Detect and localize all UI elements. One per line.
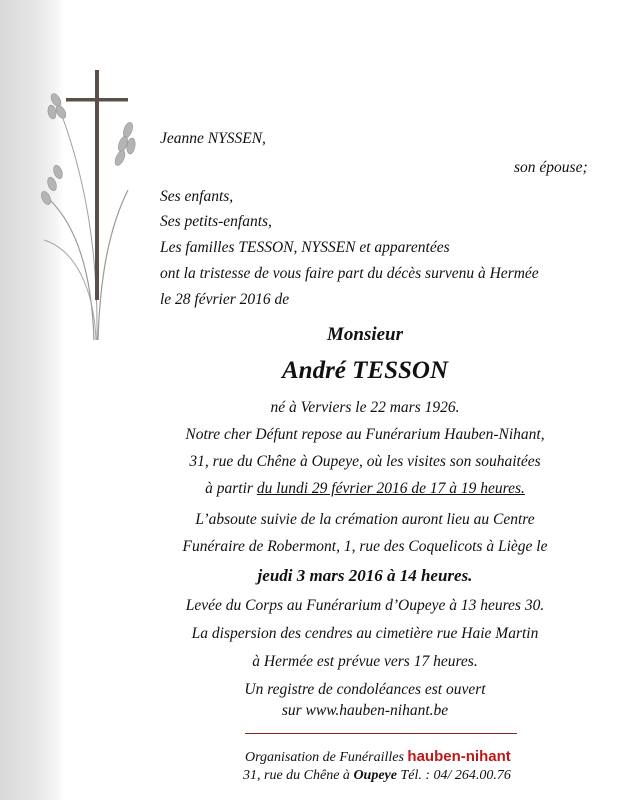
deceased-title: Monsieur: [326, 324, 404, 345]
deceased-name: André TESSON: [281, 357, 448, 384]
visitation-period: du lundi 29 février 2016 de 17 à 19 heures.: [256, 480, 525, 497]
visitation-line-1: Notre cher Défunt repose au Funérarium Hauben-Nihant,: [185, 426, 545, 443]
footer-address: [243, 768, 511, 784]
visitation-prefix: à partir: [205, 480, 257, 497]
sadness-line: ont la tristesse de vous faire part du décès survenu à Hermée: [160, 265, 539, 282]
visitation-line-3: [150, 479, 580, 499]
brand-logo: hauben-nihant: [407, 748, 511, 765]
cross-wheat-icon: [28, 60, 138, 340]
ceremony-date: jeudi 3 mars 2016 à 14 heures.: [257, 566, 473, 585]
ceremony-line-1: L’absoute suivie de la crémation auront lieu au Centre: [195, 511, 535, 528]
dispersion-line-2: à Hermée est prévue vers 17 heures.: [252, 653, 478, 670]
death-date-line: le 28 février 2016 de: [160, 291, 290, 308]
dispersion-line-1: La dispersion des cendres au cimetière rue Haie Martin: [191, 625, 539, 642]
visitation-line-2: 31, rue du Chêne à Oupeye, où les visites son souhaitées: [189, 453, 541, 470]
birth-line: né à Verviers le 22 mars 1926.: [270, 399, 460, 416]
families-line: Les familles TESSON, NYSSEN et apparentées: [160, 239, 450, 256]
spouse-name: Jeanne NYSSEN,: [160, 130, 266, 147]
spouse-role: son épouse;: [514, 159, 588, 176]
grandchildren-line: Ses petits-enfants,: [160, 213, 272, 230]
address-street: 31, rue du Chêne à: [243, 768, 354, 783]
address-phone: Tél. : 04/ 264.00.76: [396, 768, 511, 783]
registry-line-1: Un registre de condoléances est ouvert: [244, 681, 486, 698]
footer-divider: [245, 733, 517, 734]
footer-organisation: [245, 748, 511, 766]
ceremony-line-2: Funéraire de Robermont, 1, rue des Coquelicots à Liège le: [182, 538, 548, 555]
organisation-label: Organisation de Funérailles: [245, 750, 408, 765]
registry-line-2: sur www.hauben-nihant.be: [281, 702, 449, 719]
children-line: Ses enfants,: [160, 188, 234, 205]
levee-line: Levée du Corps au Funérarium d’Oupeye à 13 heures 30.: [185, 597, 545, 614]
address-town: Oupeye: [353, 768, 397, 783]
